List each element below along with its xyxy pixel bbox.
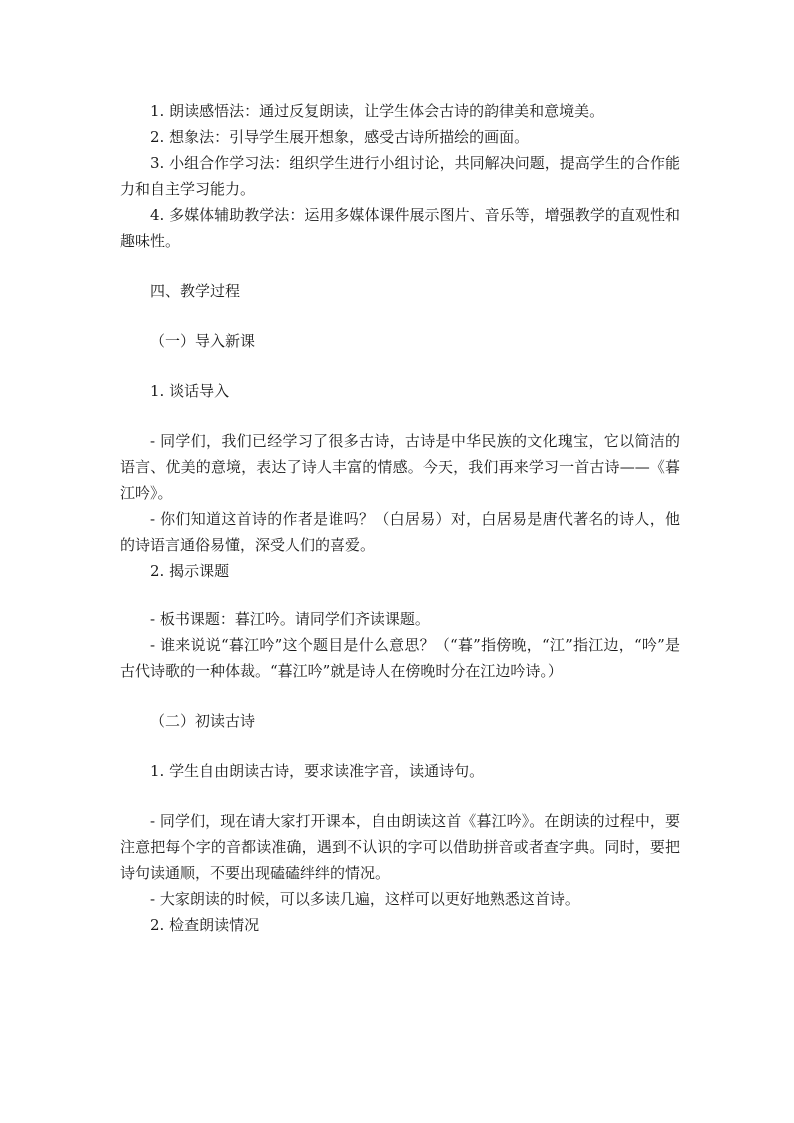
paragraph-talk-intro-2: - 你们知道这首诗的作者是谁吗？（白居易）对，白居易是唐代著名的诗人，他的诗语言通俗易懂，深受人们的喜爱。 [120,510,680,554]
paragraph-reveal-topic-2: - 谁来说说“暮江吟”这个题目是什么意思？（“暮”指傍晚，“江”指江边，“吟”是古代诗歌的一种体裁。“暮江吟”就是诗人在傍晚时分在江边吟诗。） [120,636,680,680]
spacer [120,584,680,606]
spacer [120,684,680,708]
paragraph-reveal-topic-1: - 板书课题：暮江吟。请同学们齐读课题。 [150,610,430,628]
spacer [120,254,680,278]
paragraph-free-reading-2: - 大家朗读的时候，可以多读几遍，这样可以更好地熟悉这首诗。 [150,890,580,908]
subsection-heading-intro: （一）导入新课 [150,332,256,350]
paragraph-talk-intro-1: - 同学们，我们已经学习了很多古诗，古诗是中华民族的文化瑰宝，它以简洁的语言、优美的意境，表达了诗人丰富的情感。今天，我们再来学习一首古诗——《暮江吟》。 [120,432,680,502]
method-item-1: 1. 朗读感悟法：通过反复朗读，让学生体会古诗的韵律美和意境美。 [150,102,605,120]
method-item-3: 3. 小组合作学习法：组织学生进行小组讨论，共同解决问题，提高学生的合作能力和自主学习能力。 [120,154,680,198]
spacer [120,784,680,808]
step-heading-reveal-topic: 2. 揭示课题 [150,562,230,580]
step-heading-check-reading: 2. 检查朗读情况 [150,916,260,934]
document-page [120,98,680,938]
step-heading-free-reading: 1. 学生自由朗读古诗，要求读准字音，读通诗句。 [150,762,485,780]
method-item-2: 2. 想象法：引导学生展开想象，感受古诗所描绘的画面。 [150,128,530,146]
paragraph-free-reading-1: - 同学们，现在请大家打开课本，自由朗读这首《暮江吟》。在朗读的过程中，要注意把每个字的音都读准确，遇到不认识的字可以借助拼音或者查字典。同时，要把诗句读通顺，不要出现磕磕绊绊的情况。 [120,812,680,882]
subsection-heading-first-reading: （二）初读古诗 [150,712,256,730]
spacer [120,734,680,758]
spacer [120,354,680,378]
section-heading-teaching-process: 四、教学过程 [150,282,241,300]
spacer [120,404,680,428]
step-heading-talk-intro: 1. 谈话导入 [150,382,230,400]
method-item-4: 4. 多媒体辅助教学法：运用多媒体课件展示图片、音乐等，增强教学的直观性和趣味性。 [120,206,680,250]
spacer [120,304,680,328]
